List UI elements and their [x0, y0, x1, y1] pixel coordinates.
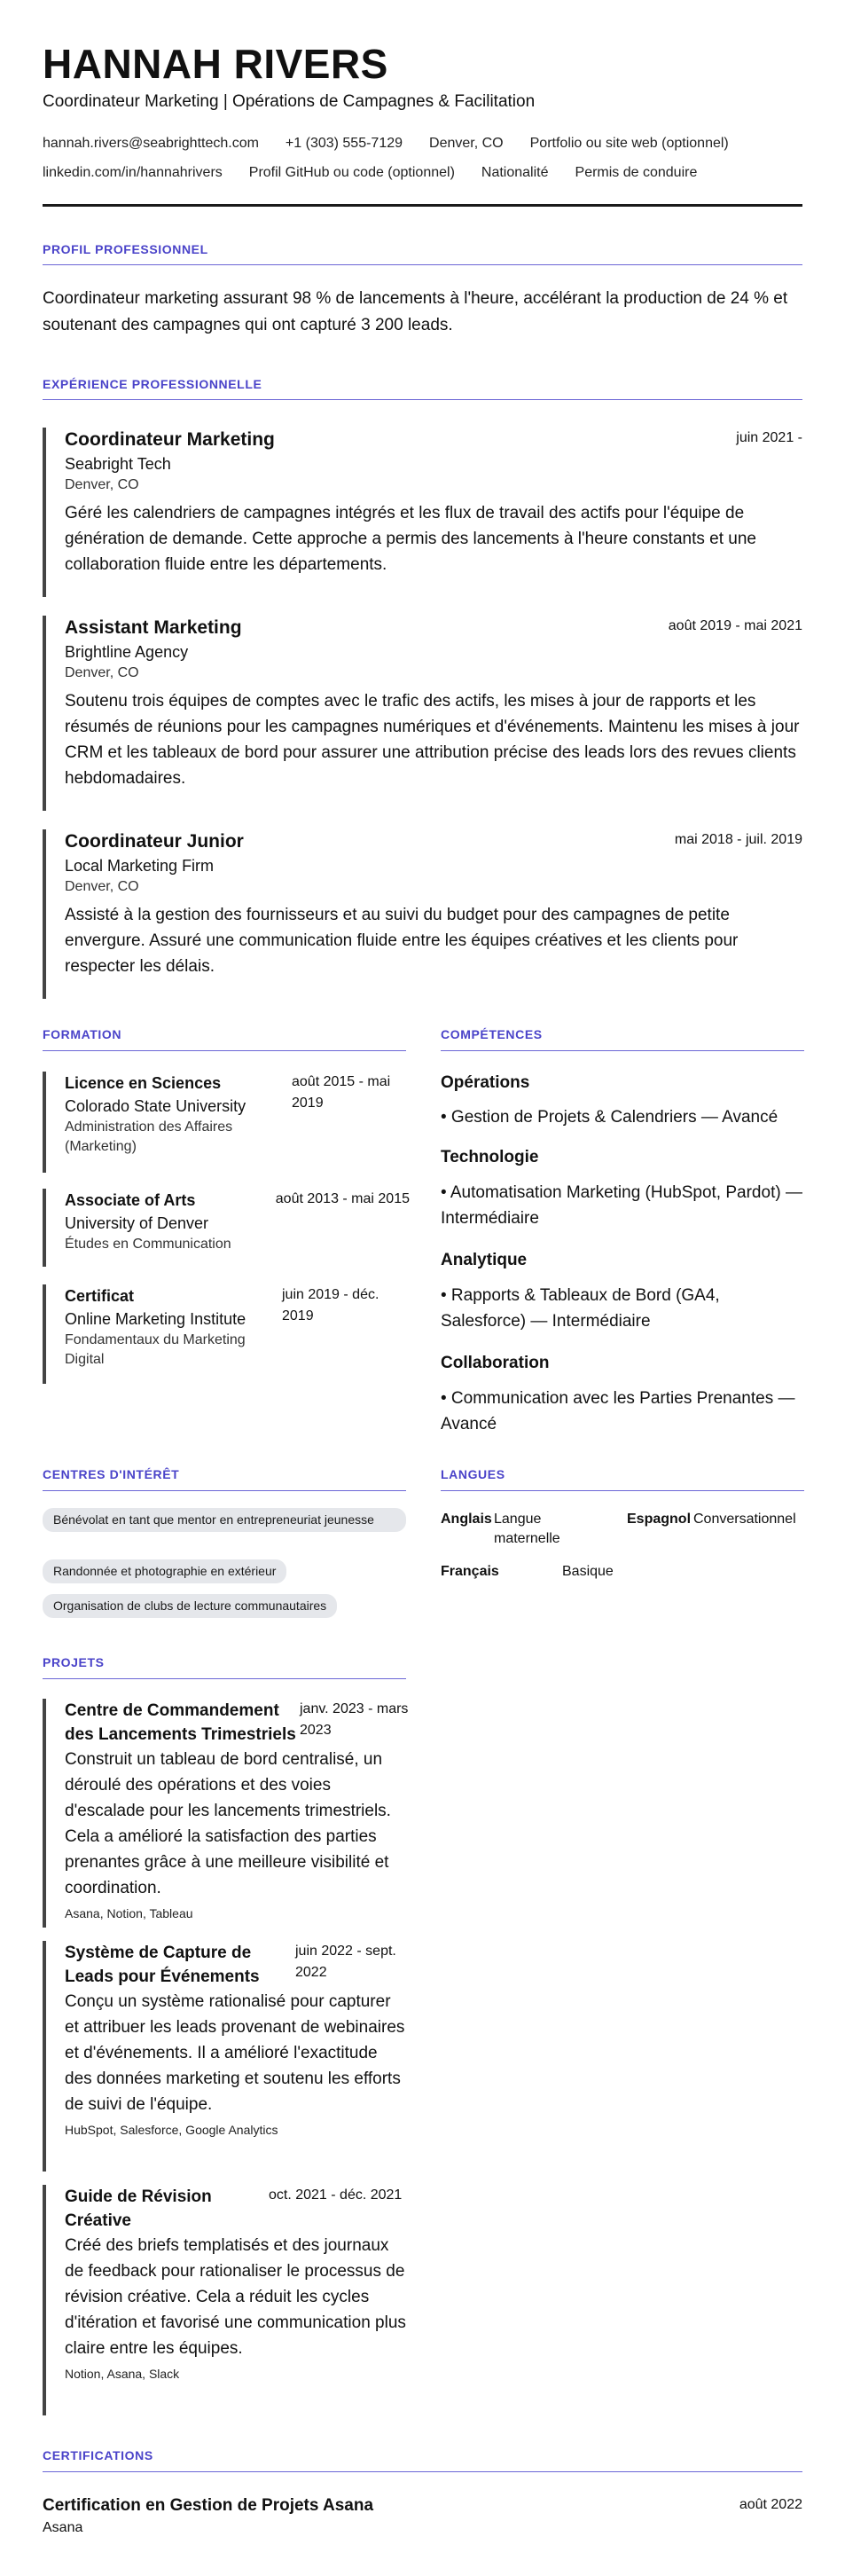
section-divider — [43, 264, 802, 265]
certification-name: Certification en Gestion de Projets Asana — [43, 2496, 374, 2515]
project-date: oct. 2021 - déc. 2021 — [269, 2187, 403, 2203]
candidate-name: HANNAH RIVERS — [43, 41, 388, 87]
education-date: août 2015 - mai 2019 — [292, 1074, 391, 1111]
contact-row — [43, 163, 697, 183]
skill-category: Collaboration — [441, 1354, 550, 1372]
job-date: août 2019 - mai 2021 — [668, 618, 802, 633]
github-link[interactable]: Profil GitHub ou code (optionnel) — [248, 165, 455, 180]
field-of-study: Fondamentaux du Marketing Digital — [65, 1332, 246, 1367]
company-name: Brightline Agency — [65, 643, 189, 661]
school-name: Online Marketing Institute — [65, 1310, 246, 1328]
project-technologies: Asana, Notion, Tableau — [65, 1906, 193, 1920]
project-technologies: HubSpot, Salesforce, Google Analytics — [65, 2123, 278, 2137]
section-divider — [43, 1678, 406, 1679]
section-divider — [43, 1050, 406, 1051]
project-date: janv. 2023 - mars 2023 — [300, 1701, 409, 1738]
education-entry — [43, 1284, 406, 1384]
project-entry — [43, 1941, 406, 2172]
section-title-education: FORMATION — [43, 1027, 122, 1041]
headline: Coordinateur Marketing | Opérations de Campagnes & Facilitation — [43, 92, 536, 111]
header-divider — [43, 204, 802, 207]
section-divider — [43, 2471, 802, 2472]
section-title-languages: LANGUES — [441, 1467, 505, 1481]
job-title: Assistant Marketing — [65, 617, 242, 638]
certification-issuer: Asana — [43, 2520, 83, 2535]
skill-item: • Communication avec les Parties Prenantes — Avancé — [441, 1389, 795, 1433]
project-name: Guide de Révision Créative — [65, 2187, 212, 2230]
language-name: Espagnol — [627, 1512, 692, 1527]
job-location: Denver, CO — [65, 665, 139, 680]
job-location: Denver, CO — [65, 477, 139, 492]
school-name: University of Denver — [65, 1214, 209, 1232]
language-name: Anglais — [441, 1512, 492, 1527]
experience-entry — [43, 616, 802, 811]
job-location: Denver, CO — [65, 879, 139, 894]
project-date: juin 2022 - sept. 2022 — [295, 1944, 396, 1980]
education-date: août 2013 - mai 2015 — [275, 1191, 410, 1206]
language-level: Langue maternelle — [494, 1512, 560, 1546]
section-title-projects: PROJETS — [43, 1655, 105, 1669]
field-of-study: Administration des Affaires (Marketing) — [65, 1119, 233, 1154]
language-level: Conversationnel — [693, 1512, 796, 1527]
language-name: Français — [441, 1564, 499, 1579]
profile-summary: Coordinateur marketing assurant 98 % de lancements à l'heure, accélérant la production de 24 % et soutenant des campagnes qui ont capturé 3 200 leads. — [43, 289, 788, 334]
project-description: Construit un tableau de bord centralisé, un déroulé des opérations et des voies d'escalade pour les lancements trimestriels. Cela a amélioré la satisfaction des parties prenantes grâce à une meilleure visibilité et coordination. — [65, 1750, 391, 1897]
driving-license: Permis de conduire — [575, 165, 698, 180]
company-name: Seabright Tech — [65, 455, 171, 473]
linkedin-link[interactable]: linkedin.com/in/hannahrivers — [43, 165, 223, 180]
experience-entry — [43, 829, 802, 999]
degree: Licence en Sciences — [65, 1074, 222, 1092]
skill-item: • Rapports & Tableaux de Bord (GA4, Salesforce) — Intermédiaire — [441, 1286, 720, 1331]
degree: Certificat — [65, 1287, 135, 1305]
project-description: Créé des briefs templatisés et des journaux de feedback pour rationaliser le processus de révision créative. Cela a réduit les cycles d'itération et favorisé une communication plus claire entre les équipes. — [65, 2236, 406, 2358]
project-name: Centre de Commandement des Lancements Trimestriels — [65, 1701, 296, 1744]
job-title: Coordinateur Junior — [65, 831, 244, 852]
education-date: juin 2019 - déc. 2019 — [282, 1287, 379, 1323]
job-description: Géré les calendriers de campagnes intégrés et les flux de travail des actifs pour l'équipe de génération de demande. Cette approche a permis des lancements à l'heure constants et une collaboration fluide entre les départements. — [65, 504, 756, 574]
degree: Associate of Arts — [65, 1191, 196, 1209]
section-title-profile: PROFIL PROFESSIONNEL — [43, 242, 208, 256]
job-description: Assisté à la gestion des fournisseurs et au suivi du budget pour des campagnes de petite envergure. Assuré une communication fluide entre les équipes créatives et les clients pour respecter les délais. — [65, 906, 739, 976]
section-title-certifications: CERTIFICATIONS — [43, 2448, 153, 2462]
education-entry — [43, 1189, 410, 1267]
field-of-study: Études en Communication — [65, 1237, 231, 1252]
education-entry — [43, 1072, 406, 1173]
section-divider — [43, 399, 802, 400]
section-title-skills: COMPÉTENCES — [441, 1027, 543, 1041]
interest-chip: Randonnée et photographie en extérieur — [43, 1559, 286, 1583]
nationality: Nationalité — [481, 165, 549, 180]
skill-category: Analytique — [441, 1251, 528, 1269]
job-date: mai 2018 - juil. 2019 — [674, 832, 802, 847]
project-description: Conçu un système rationalisé pour capturer et attribuer les leads provenant de webinaires et d'événements. Il a amélioré l'exactitude des données marketing et soutenu les efforts de suivi de l'équipe. — [65, 1992, 405, 2114]
job-date: juin 2021 - — [736, 430, 802, 445]
project-entry — [43, 2185, 406, 2415]
section-divider — [43, 1490, 406, 1491]
company-name: Local Marketing Firm — [65, 857, 215, 875]
project-technologies: Notion, Asana, Slack — [65, 2367, 180, 2381]
school-name: Colorado State University — [65, 1097, 246, 1115]
project-entry — [43, 1699, 409, 1928]
section-divider — [441, 1050, 804, 1051]
job-title: Coordinateur Marketing — [65, 429, 275, 450]
language-level: Basique — [562, 1564, 614, 1579]
section-divider — [441, 1490, 804, 1491]
certification-date: août 2022 — [739, 2497, 802, 2512]
experience-entry — [43, 428, 802, 597]
phone-number[interactable]: +1 (303) 555-7129 — [285, 136, 403, 151]
skill-category: Technologie — [441, 1148, 539, 1166]
portfolio-link[interactable]: Portfolio ou site web (optionnel) — [529, 136, 729, 151]
location: Denver, CO — [429, 136, 504, 151]
section-title-interests: CENTRES D'INTÉRÊT — [43, 1467, 180, 1481]
contact-row — [43, 134, 729, 153]
skill-item: • Gestion de Projets & Calendriers — Avancé — [441, 1108, 778, 1127]
email-link[interactable]: hannah.rivers@seabrighttech.com — [43, 136, 259, 151]
section-title-experience: EXPÉRIENCE PROFESSIONNELLE — [43, 377, 262, 391]
job-description: Soutenu trois équipes de comptes avec le trafic des actifs, les mises à jour de rapports et les résumés de réunions pour les campagnes numériques et d'événements. Maintenu les mises à jour CRM et les tableaux de bord pour assurer une attribution précise des leads lors des revues clients hebdomadaires. — [65, 692, 800, 788]
skill-item: • Automatisation Marketing (HubSpot, Pardot) — Intermédiaire — [441, 1183, 802, 1228]
skill-category: Opérations — [441, 1073, 530, 1092]
interest-chip: Organisation de clubs de lecture communautaires — [43, 1594, 337, 1618]
interest-chip: Bénévolat en tant que mentor en entrepreneuriat jeunesse — [43, 1508, 406, 1532]
project-name: Système de Capture de Leads pour Événements — [65, 1944, 260, 1986]
